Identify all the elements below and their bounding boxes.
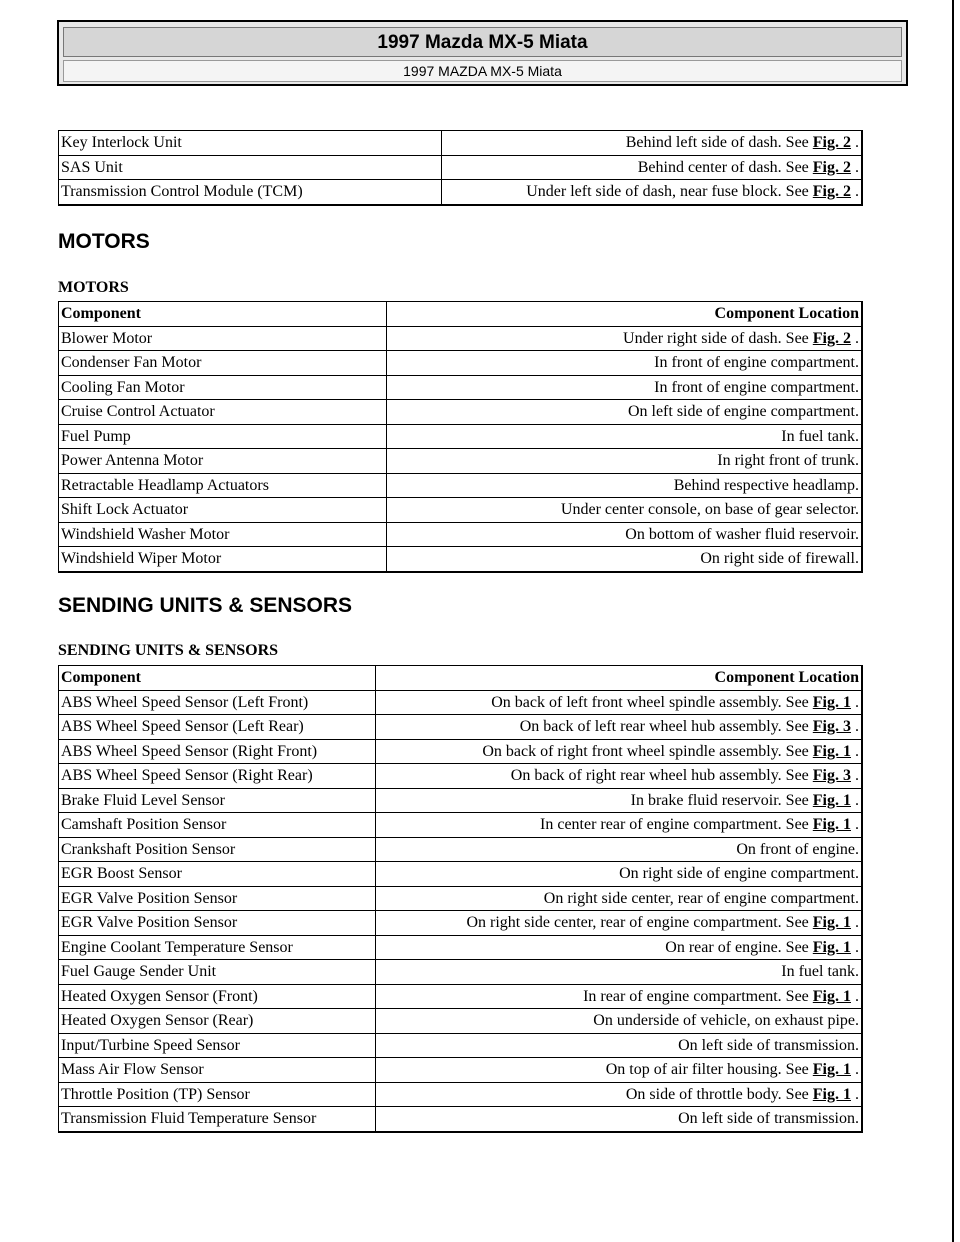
location-cell xyxy=(442,131,863,156)
location-cell xyxy=(442,180,863,205)
location-text: On left side of transmission. xyxy=(678,1036,859,1054)
location-cell xyxy=(376,764,863,789)
location-text: In front of engine compartment. xyxy=(654,354,859,372)
table-row xyxy=(59,1107,863,1132)
table-row xyxy=(59,960,863,985)
location-text: Under right side of dash. See xyxy=(623,329,813,347)
location-cell xyxy=(376,813,863,838)
component-cell: Power Antenna Motor xyxy=(59,449,387,474)
column-header-location: Component Location xyxy=(387,302,863,327)
component-cell: Cooling Fan Motor xyxy=(59,375,387,400)
location-cell xyxy=(376,911,863,936)
document-subtitle: 1997 MAZDA MX-5 Miata xyxy=(63,60,902,82)
component-cell: Fuel Gauge Sender Unit xyxy=(59,960,376,985)
figure-link[interactable]: Fig. 1 xyxy=(812,816,851,834)
table-row xyxy=(59,547,863,572)
table-row xyxy=(59,424,863,449)
location-text: On right side of engine compartment. xyxy=(619,865,859,883)
location-suffix: . xyxy=(851,914,859,932)
component-cell: Mass Air Flow Sensor xyxy=(59,1058,376,1083)
location-text: On right side center, rear of engine compartment. xyxy=(543,889,859,907)
component-cell: Heated Oxygen Sensor (Front) xyxy=(59,984,376,1009)
table-row xyxy=(59,837,863,862)
component-cell: Transmission Fluid Temperature Sensor xyxy=(59,1107,376,1132)
component-cell: ABS Wheel Speed Sensor (Left Rear) xyxy=(59,715,376,740)
location-text: On back of left rear wheel hub assembly. See xyxy=(519,718,813,736)
table-row xyxy=(59,498,863,523)
component-cell: Windshield Wiper Motor xyxy=(59,547,387,572)
location-text: On back of right rear wheel hub assembly. See xyxy=(510,767,813,785)
table-row xyxy=(59,1082,863,1107)
component-cell: Brake Fluid Level Sensor xyxy=(59,788,376,813)
table-row xyxy=(59,522,863,547)
location-text: Behind center of dash. See xyxy=(637,158,813,176)
location-text: On rear of engine. See xyxy=(665,938,813,956)
table-row xyxy=(59,1033,863,1058)
location-text: On side of throttle body. See xyxy=(625,1085,813,1103)
location-cell xyxy=(387,449,863,474)
table-row xyxy=(59,911,863,936)
table-row xyxy=(59,449,863,474)
table-row xyxy=(59,764,863,789)
table-row xyxy=(59,375,863,400)
table-row xyxy=(59,351,863,376)
sensors-table xyxy=(58,665,863,1133)
column-header-component: Component xyxy=(59,666,376,691)
location-text: On right side of firewall. xyxy=(700,550,859,568)
location-suffix: . xyxy=(851,183,859,201)
location-cell xyxy=(376,960,863,985)
location-text: In fuel tank. xyxy=(781,963,859,981)
sensors-table-caption: SENDING UNITS & SENSORS xyxy=(58,642,279,659)
location-suffix: . xyxy=(851,158,859,176)
location-cell xyxy=(376,1058,863,1083)
location-suffix: . xyxy=(851,987,859,1005)
location-text: In right front of trunk. xyxy=(717,452,859,470)
component-cell: Input/Turbine Speed Sensor xyxy=(59,1033,376,1058)
figure-link[interactable]: Fig. 2 xyxy=(812,183,851,201)
location-cell xyxy=(376,715,863,740)
component-cell: Retractable Headlamp Actuators xyxy=(59,473,387,498)
location-cell xyxy=(387,522,863,547)
table-row xyxy=(59,862,863,887)
location-cell xyxy=(376,1033,863,1058)
location-suffix: . xyxy=(851,816,859,834)
location-cell xyxy=(376,1082,863,1107)
figure-link[interactable]: Fig. 1 xyxy=(812,987,851,1005)
sensors-heading: SENDING UNITS & SENSORS xyxy=(58,594,353,617)
location-cell xyxy=(376,984,863,1009)
modules-table-continued xyxy=(58,130,863,206)
location-text: On front of engine. xyxy=(736,840,859,858)
table-row xyxy=(59,1058,863,1083)
location-cell xyxy=(387,351,863,376)
location-cell xyxy=(387,547,863,572)
figure-link[interactable]: Fig. 2 xyxy=(812,329,851,347)
component-cell: Fuel Pump xyxy=(59,424,387,449)
location-suffix: . xyxy=(851,791,859,809)
component-cell: Cruise Control Actuator xyxy=(59,400,387,425)
location-cell xyxy=(387,473,863,498)
table-row xyxy=(59,1009,863,1034)
location-suffix: . xyxy=(851,693,859,711)
location-text: On left side of engine compartment. xyxy=(627,403,859,421)
component-cell: ABS Wheel Speed Sensor (Right Front) xyxy=(59,739,376,764)
location-text: In brake fluid reservoir. See xyxy=(630,791,813,809)
component-cell: Condenser Fan Motor xyxy=(59,351,387,376)
location-suffix: . xyxy=(851,938,859,956)
component-cell: Heated Oxygen Sensor (Rear) xyxy=(59,1009,376,1034)
table-header-row xyxy=(59,302,863,327)
location-cell xyxy=(376,886,863,911)
location-text: In center rear of engine compartment. See xyxy=(540,816,813,834)
location-cell xyxy=(387,375,863,400)
location-cell xyxy=(387,326,863,351)
location-cell xyxy=(376,1009,863,1034)
location-cell xyxy=(387,400,863,425)
column-header-location: Component Location xyxy=(376,666,863,691)
location-text: In rear of engine compartment. See xyxy=(583,987,813,1005)
location-text: On top of air filter housing. See xyxy=(605,1061,813,1079)
location-cell xyxy=(387,498,863,523)
table-row xyxy=(59,180,863,205)
figure-link[interactable]: Fig. 1 xyxy=(812,693,851,711)
component-cell: Engine Coolant Temperature Sensor xyxy=(59,935,376,960)
location-text: On back of right front wheel spindle assembly. See xyxy=(482,742,813,760)
table-row xyxy=(59,400,863,425)
location-text: Under left side of dash, near fuse block. See xyxy=(526,183,813,201)
column-header-component: Component xyxy=(59,302,387,327)
component-cell: Crankshaft Position Sensor xyxy=(59,837,376,862)
component-cell: Key Interlock Unit xyxy=(59,131,442,156)
table-row xyxy=(59,715,863,740)
location-cell xyxy=(376,862,863,887)
component-cell: EGR Valve Position Sensor xyxy=(59,911,376,936)
location-text: On back of left front wheel spindle assembly. See xyxy=(491,693,813,711)
table-row xyxy=(59,131,863,156)
location-cell xyxy=(442,155,863,180)
table-row xyxy=(59,326,863,351)
table-row xyxy=(59,690,863,715)
location-text: Behind left side of dash. See xyxy=(625,134,813,152)
location-text: Under center console, on base of gear selector. xyxy=(560,501,859,519)
location-suffix: . xyxy=(851,134,859,152)
location-suffix: . xyxy=(851,1085,859,1103)
figure-link[interactable]: Fig. 2 xyxy=(812,158,851,176)
table-row xyxy=(59,155,863,180)
figure-link[interactable]: Fig. 1 xyxy=(812,1085,851,1103)
component-cell: SAS Unit xyxy=(59,155,442,180)
location-cell xyxy=(376,788,863,813)
location-cell xyxy=(376,837,863,862)
component-cell: EGR Boost Sensor xyxy=(59,862,376,887)
table-header-row xyxy=(59,666,863,691)
figure-link[interactable]: Fig. 1 xyxy=(812,791,851,809)
location-cell xyxy=(387,424,863,449)
location-cell xyxy=(376,739,863,764)
motors-heading: MOTORS xyxy=(58,230,150,253)
location-suffix: . xyxy=(851,767,859,785)
component-cell: ABS Wheel Speed Sensor (Left Front) xyxy=(59,690,376,715)
location-cell xyxy=(376,690,863,715)
location-suffix: . xyxy=(851,1061,859,1079)
table-row xyxy=(59,788,863,813)
table-row xyxy=(59,473,863,498)
figure-link[interactable]: Fig. 1 xyxy=(812,1061,851,1079)
component-cell: Shift Lock Actuator xyxy=(59,498,387,523)
document-title: 1997 Mazda MX-5 Miata xyxy=(63,27,902,57)
component-cell: Transmission Control Module (TCM) xyxy=(59,180,442,205)
component-cell: EGR Valve Position Sensor xyxy=(59,886,376,911)
location-text: In front of engine compartment. xyxy=(654,378,859,396)
location-text: Behind respective headlamp. xyxy=(673,476,859,494)
table-row xyxy=(59,886,863,911)
component-cell: Camshaft Position Sensor xyxy=(59,813,376,838)
figure-link[interactable]: Fig. 3 xyxy=(812,718,851,736)
component-cell: Windshield Washer Motor xyxy=(59,522,387,547)
location-text: On bottom of washer fluid reservoir. xyxy=(625,525,859,543)
component-cell: ABS Wheel Speed Sensor (Right Rear) xyxy=(59,764,376,789)
figure-link[interactable]: Fig. 3 xyxy=(812,767,851,785)
table-row xyxy=(59,739,863,764)
table-row xyxy=(59,935,863,960)
motors-table xyxy=(58,301,863,573)
table-row xyxy=(59,813,863,838)
location-cell xyxy=(376,935,863,960)
component-cell: Blower Motor xyxy=(59,326,387,351)
location-text: In fuel tank. xyxy=(781,427,859,445)
location-cell xyxy=(376,1107,863,1132)
figure-link[interactable]: Fig. 1 xyxy=(812,914,851,932)
location-suffix: . xyxy=(851,329,859,347)
location-text: On right side center, rear of engine compartment. See xyxy=(466,914,813,932)
location-suffix: . xyxy=(851,742,859,760)
figure-link[interactable]: Fig. 1 xyxy=(812,742,851,760)
location-text: On left side of transmission. xyxy=(678,1110,859,1128)
figure-link[interactable]: Fig. 2 xyxy=(812,134,851,152)
document-header xyxy=(57,20,908,86)
figure-link[interactable]: Fig. 1 xyxy=(812,938,851,956)
component-cell: Throttle Position (TP) Sensor xyxy=(59,1082,376,1107)
table-row xyxy=(59,984,863,1009)
location-text: On underside of vehicle, on exhaust pipe. xyxy=(593,1012,859,1030)
location-suffix: . xyxy=(851,718,859,736)
motors-table-caption: MOTORS xyxy=(58,279,129,296)
